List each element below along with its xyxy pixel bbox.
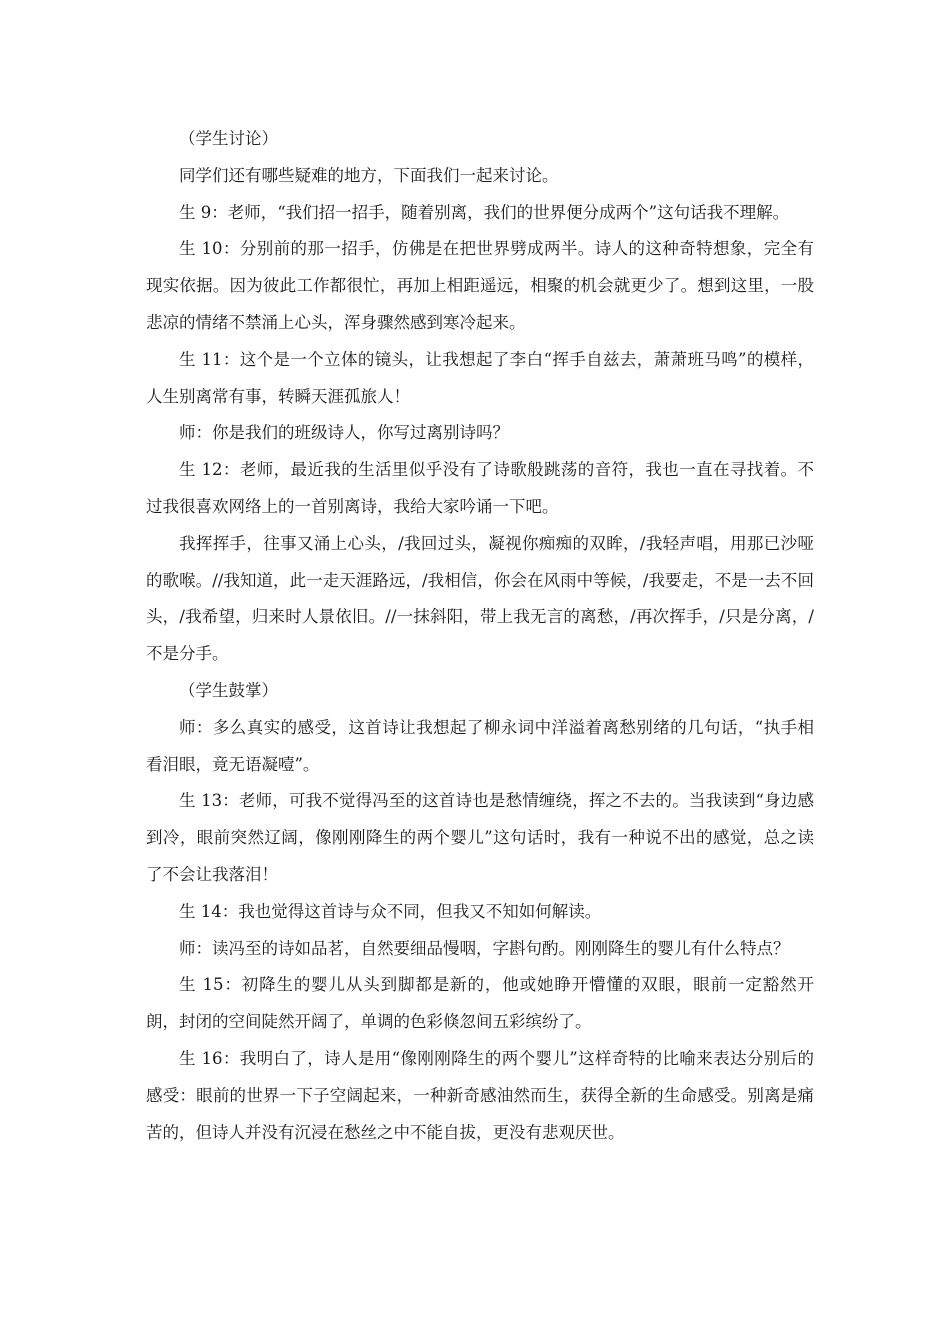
student-12-paragraph: 生 12：老师，最近我的生活里似乎没有了诗歌般跳荡的音符，我也一直在寻找着。不过我很喜欢网络上的一首别离诗，我给大家吟诵一下吧。 bbox=[146, 460, 814, 516]
teacher-prompt-paragraph: 同学们还有哪些疑难的地方，下面我们一起来讨论。 bbox=[179, 165, 559, 185]
stage-direction-discussion: （学生讨论） bbox=[179, 129, 278, 148]
stage-direction-applause: （学生鼓掌） bbox=[179, 680, 278, 700]
student-15-paragraph: 生 15：初降生的婴儿从头到脚都是新的，他或她睁开懵懂的双眼，眼前一定豁然开朗，封闭的空间陡然开阔了，单调的色彩倏忽间五彩缤纷了。 bbox=[146, 975, 814, 1032]
student-10-paragraph: 生 10：分别前的那一招手，仿佛是在把世界劈成两半。诗人的这种奇特想象，完全有现实依据。因为彼此工作都很忙，再加上相距遥远，相聚的机会就更少了。想到这里，一股悲凉的情绪不禁涌上心头，浑身骤然感到寒冷起来。 bbox=[146, 239, 814, 332]
teacher-liu-yong-paragraph: 师：多么真实的感受，这首诗让我想起了柳永词中洋溢着离愁别绪的几句话，“执手相看泪眼，竟无语凝噎”。 bbox=[146, 717, 814, 774]
student-16-paragraph: 生 16：我明白了，诗人是用“像刚刚降生的两个婴儿”这样奇特的比喻来表达分别后的感受：眼前的世界一下子空阔起来，一种新奇感油然而生，获得全新的生命感受。别离是痛苦的，但诗人并没有沉浸在愁丝之中不能自拔，更没有悲观厌世。 bbox=[146, 1048, 814, 1142]
student-11-paragraph: 生 11：这个是一个立体的镜头，让我想起了李白“挥手自兹去，萧萧班马鸣”的模样，人生别离常有事，转瞬天涯孤旅人！ bbox=[146, 349, 814, 406]
poem-recitation-paragraph: 我挥挥手，往事又涌上心头，/我回过头，凝视你痴痴的双眸，/我轻声唱，用那已沙哑的歌喉。//我知道，此一走天涯路远，/我相信，你会在风雨中等候，/我要走，不是一去不回头，/我希望，归来时人景依旧。//一抹斜阳，带上我无言的离愁，/再次挥手，/只是分离，/不是分手。 bbox=[146, 533, 814, 664]
teacher-question-paragraph: 师：你是我们的班级诗人，你写过离别诗吗？ bbox=[179, 423, 509, 443]
student-14-paragraph: 生 14：我也觉得这首诗与众不同，但我又不知如何解读。 bbox=[179, 901, 602, 921]
document-body bbox=[146, 121, 814, 1151]
student-13-paragraph: 生 13：老师，可我不觉得冯至的这首诗也是愁情缠绕，挥之不去的。当我读到“身边感到冷，眼前突然辽阔，像刚刚降生的两个婴儿”这句话时，我有一种说不出的感觉，总之读了不会让我落泪！ bbox=[146, 791, 814, 884]
teacher-baby-question-paragraph: 师：读冯至的诗如品茗，自然要细品慢咽，字斟句酌。刚刚降生的婴儿有什么特点？ bbox=[179, 938, 790, 958]
student-9-paragraph: 生 9：老师，“我们招一招手，随着别离，我们的世界便分成两个”这句话我不理解。 bbox=[179, 202, 790, 222]
